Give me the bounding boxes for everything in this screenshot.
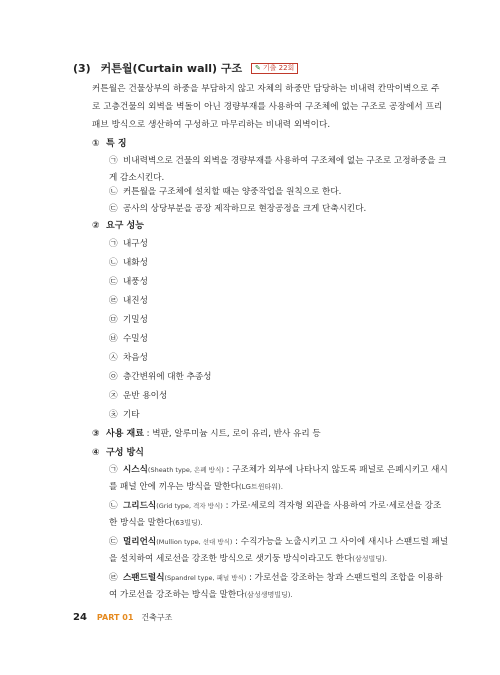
composition-heading-text: 구성 방식 xyxy=(106,448,144,458)
composition-item-note: (삼성빌딩). xyxy=(352,555,388,563)
composition-item xyxy=(109,534,449,568)
feature-text: 커튼월을 구조체에 설치할 때는 양중작업을 원칙으로 한다. xyxy=(123,187,342,197)
feature-marker: ㉠ xyxy=(109,156,118,166)
requirement-marker: ㉥ xyxy=(109,334,118,344)
requirement-item xyxy=(109,275,148,289)
requirement-marker: ㉧ xyxy=(109,372,118,382)
composition-item-note: (LG트윈타워). xyxy=(238,483,283,491)
composition-item-name: 스팬드럴식 xyxy=(123,573,165,583)
requirement-marker: ㉠ xyxy=(109,239,118,249)
composition-item-name: 시스식 xyxy=(123,465,148,475)
requirement-text: 내구성 xyxy=(123,239,148,249)
requirement-item xyxy=(109,370,211,384)
materials-text: : 벽판, 알루미늄 시트, 로이 유리, 반사 유리 등 xyxy=(146,429,321,439)
intro-paragraph: 커튼월은 건물상부의 하중을 부담하지 않고 자체의 하중만 담당하는 비내력 칸막이벽으로 주로 고층건물의 외벽을 벽돌이 아닌 경량부재를 사용하여 구조체에 없는 구조로 공장에서 프리패브 방식으로 생산하여 구성하고 마무리하는 비내력 외벽이다. xyxy=(92,84,443,130)
page-footer xyxy=(73,612,172,623)
requirement-marker: ㉩ xyxy=(109,410,118,420)
requirement-item xyxy=(109,256,148,270)
requirement-text: 기타 xyxy=(123,410,140,420)
composition-item xyxy=(109,462,449,496)
composition-item-note: (삼성생명빌딩). xyxy=(244,591,293,599)
requirement-item xyxy=(109,237,148,251)
requirement-marker: ㉤ xyxy=(109,315,118,325)
composition-item-en: (Sheath type, 은폐 방식) xyxy=(147,466,224,474)
part-label: PART 01 xyxy=(96,613,134,622)
requirement-text: 차음성 xyxy=(123,353,148,363)
composition-item-en: (Grid type, 격자 방식) xyxy=(156,502,223,510)
requirement-item xyxy=(109,332,148,346)
composition-item-text: : 구조체가 외부에 나타나지 않도록 패널로 은폐시키고 새시를 패널 안에 끼우는 방식을 말한다 xyxy=(109,465,448,492)
requirement-text: 층간변위에 대한 추종성 xyxy=(123,372,212,382)
section-title xyxy=(73,60,298,76)
feature-item xyxy=(109,202,366,216)
requirement-item xyxy=(109,294,148,308)
features-marker: ① xyxy=(92,139,100,149)
section-number: (3) xyxy=(73,62,91,75)
materials-marker: ③ xyxy=(92,429,100,439)
page-number: 24 xyxy=(73,612,87,623)
requirement-item xyxy=(109,389,167,403)
materials-heading: 사용 재료 xyxy=(106,429,144,439)
feature-item xyxy=(109,185,341,199)
requirement-text: 기밀성 xyxy=(123,315,148,325)
feature-text: 공사의 상당부분을 공장 제작하므로 현장공정을 크게 단축시킨다. xyxy=(123,204,367,214)
composition-item-text: : 수직가능을 노출시키고 그 사이에 새시나 스팬드럴 패널을 설치하여 세로선을 강조한 방식으로 샛기둥 방식이라고도 한다 xyxy=(109,537,449,564)
exam-badge-label: 기출 22회 xyxy=(262,64,295,72)
requirement-item xyxy=(109,313,148,327)
pencil-icon: ✎ xyxy=(255,64,261,72)
requirements-marker: ② xyxy=(92,221,100,231)
requirement-text: 내화성 xyxy=(123,258,148,268)
exam-badge xyxy=(251,63,298,74)
composition-item xyxy=(109,570,449,604)
composition-item-marker: ㉠ xyxy=(109,465,118,475)
requirement-marker: ㉨ xyxy=(109,391,118,401)
chapter-label: 건축구조 xyxy=(141,613,173,622)
feature-marker: ㉢ xyxy=(109,204,118,214)
requirement-item xyxy=(109,351,148,365)
requirement-marker: ㉢ xyxy=(109,277,118,287)
feature-marker: ㉡ xyxy=(109,187,118,197)
requirement-text: 내풍성 xyxy=(123,277,148,287)
feature-item xyxy=(109,153,449,187)
composition-item-text: : 가로선을 강조하는 창과 스팬드럴의 조합을 이용하여 가로선을 강조하는 방식을 말한다 xyxy=(109,573,443,600)
composition-item-text: : 가로·세로의 격자형 외관을 사용하여 가로·세로선을 강조한 방식을 말한다 xyxy=(109,501,442,528)
composition-item-marker: ㉢ xyxy=(109,537,118,547)
requirement-item xyxy=(109,408,140,422)
section-heading: 커튼월(Curtain wall) 구조 xyxy=(100,62,243,75)
composition-marker: ④ xyxy=(92,448,100,458)
composition-item-en: (Spandrel type, 패널 방식) xyxy=(164,574,247,582)
feature-text: 비내력벽으로 건물의 외벽을 경량부재를 사용하여 구조체에 없는 구조로 고정하중을 크게 감소시킨다. xyxy=(109,156,447,183)
composition-item-note: (63빌딩). xyxy=(172,519,203,527)
features-heading-text: 특 징 xyxy=(106,139,127,149)
composition-item-marker: ㉣ xyxy=(109,573,118,583)
requirement-text: 수밀성 xyxy=(123,334,148,344)
composition-item-name: 멀리언식 xyxy=(123,537,157,547)
composition-heading xyxy=(92,446,144,460)
requirement-marker: ㉣ xyxy=(109,296,118,306)
requirement-text: 내진성 xyxy=(123,296,148,306)
composition-item-en: (Mullion type, 선대 방식) xyxy=(156,538,233,546)
composition-item-name: 그리드식 xyxy=(123,501,157,511)
requirements-heading xyxy=(92,219,144,233)
features-heading xyxy=(92,137,127,151)
materials-row xyxy=(92,427,321,441)
requirement-marker: ㉡ xyxy=(109,258,118,268)
requirement-text: 운반 용이성 xyxy=(123,391,168,401)
composition-item xyxy=(109,498,449,532)
composition-item-marker: ㉡ xyxy=(109,501,118,511)
requirements-heading-text: 요구 성능 xyxy=(106,221,144,231)
requirement-marker: ㉦ xyxy=(109,353,118,363)
